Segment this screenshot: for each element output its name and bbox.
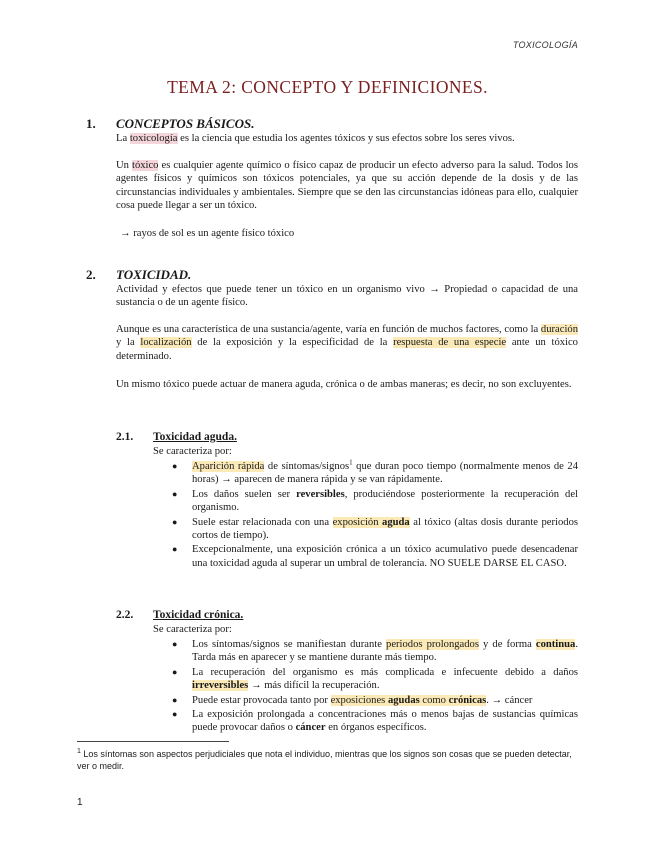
text-run: Suele estar relacionada con una	[192, 516, 333, 528]
list-item	[170, 708, 578, 735]
bold-reversibles: reversibles	[296, 488, 345, 500]
section-1-paragraph-2	[116, 159, 578, 213]
footnote-divider	[77, 741, 229, 742]
text-run: → más difícil la recuperación.	[248, 680, 380, 692]
subsection-2-1-intro: Se caracteriza por:	[153, 446, 232, 457]
footnote-mark: 1	[77, 748, 81, 755]
subsection-2-1-title: Toxicidad aguda.	[153, 431, 237, 443]
text-run: en órganos específicos.	[325, 722, 427, 734]
highlight-exposicion-aguda	[333, 517, 410, 528]
text-run: y de forma	[478, 639, 536, 650]
text-run: . → cáncer	[486, 694, 533, 706]
bold-agudas: agudas	[387, 694, 420, 706]
section-2-title: TOXICIDAD.	[116, 267, 192, 282]
subsection-2-2-number: 2.2.	[116, 609, 134, 621]
text-run: y la	[116, 337, 141, 349]
list-item	[170, 638, 578, 665]
footnote-text: Los síntomas son aspectos perjudiciales que nota el individuo, mientras que los signos son cosas que se pueden detectar, ver o medir.	[77, 749, 572, 771]
highlight-localizacion: localización	[140, 337, 192, 349]
list-item	[170, 460, 578, 487]
text-run: Los daños suelen ser	[192, 488, 297, 500]
document-title: TEMA 2: CONCEPTO Y DEFINICIONES.	[167, 77, 488, 97]
highlight-como: como	[419, 694, 449, 706]
bold-cronicas: crónicas	[448, 694, 487, 706]
bold-irreversibles: irreversibles	[192, 680, 249, 692]
section-2-paragraph-2	[116, 323, 578, 363]
bold-aguda: aguda	[382, 516, 410, 528]
text-run: es la ciencia que estudia los agentes tóxicos y sus efectos sobre los seres vivos.	[177, 133, 515, 144]
section-1-number: 1.	[86, 116, 96, 131]
text-run: Puede estar provocada tanto por	[192, 694, 331, 706]
text-run: ante un tóxico determinado.	[116, 337, 578, 362]
subsection-2-2-intro: Se caracteriza por:	[153, 624, 232, 635]
section-2-paragraph-3: Un mismo tóxico puede actuar de manera aguda, crónica o de ambas maneras; es decir, no son excluyentes.	[116, 379, 572, 390]
list-item	[170, 516, 578, 543]
text-run: es cualquier agente químico o físico capaz de producir un efecto adverso para la salud. Todos los agentes físicos y químicos son tóxicos potenciales, ya que su acción depende de la dosis y de las circunstancias individuales y ambientales. Siempre que se den las circunstancias idóneas para ello, cualquier cosa puede llegar a ser un tóxico.	[116, 160, 578, 212]
subsection-2-1-number: 2.1.	[116, 431, 134, 443]
section-1-paragraph-1	[116, 132, 578, 145]
section-2-number: 2.	[86, 267, 96, 282]
list-item	[170, 694, 578, 707]
text-run: exposiciones	[330, 694, 388, 706]
text-run: al tóxico (altas dosis durante periodos cortos de tiempo).	[192, 516, 578, 542]
subsection-2-2-title: Toxicidad crónica.	[153, 609, 244, 621]
page-number: 1	[77, 797, 83, 808]
highlight-respuesta: respuesta de una especie	[393, 337, 507, 349]
acute-toxicity-list	[170, 460, 578, 571]
text-run: de síntomas/signos	[264, 461, 350, 472]
highlight-exposiciones-agudas	[331, 695, 420, 706]
text-run: Los síntomas/signos se manifiestan durante	[192, 639, 387, 650]
chronic-toxicity-list	[170, 638, 578, 736]
text-run: La recuperación del organismo es más complicada e infecuente debido a daños	[192, 666, 578, 678]
highlight-aparicion-rapida: Aparición rápida	[192, 461, 265, 472]
bold-continua: continua	[535, 639, 576, 650]
running-header: TOXICOLOGÍA	[512, 40, 578, 50]
section-2-paragraph-1: Actividad y efectos que puede tener un tóxico en un organismo vivo → Propiedad o capacidad de una sustancia o de un agente físico.	[116, 284, 578, 309]
text-run: exposición	[332, 516, 379, 528]
text-run: . Tarda más en aparecer y se mantiene durante más tiempo.	[192, 639, 578, 664]
highlight-toxico: tóxico	[132, 160, 159, 171]
section-1-title: CONCEPTOS BÁSICOS.	[116, 116, 255, 131]
list-item	[170, 666, 578, 693]
highlight-duracion: duración	[540, 324, 578, 335]
text-run: de la exposición y la especificidad de la	[191, 337, 394, 349]
highlight-periodos-prolongados: periodos prolongados	[386, 639, 479, 650]
text-run: Aunque es una característica de una sustancia/agente, varía en función de muchos factores, como la	[116, 324, 541, 335]
footnote	[77, 748, 577, 772]
section-1-paragraph-3: → rayos de sol es un agente físico tóxico	[120, 228, 295, 239]
text-run: La	[116, 133, 130, 144]
bold-cancer: cáncer	[295, 722, 326, 734]
text-run: , produciéndose posteriormente la recuperación del organismo.	[192, 488, 578, 514]
list-item	[170, 488, 578, 515]
text-run: que duran poco tiempo (normalmente menos de 24 horas) → aparecen de manera rápida y se van rápidamente.	[192, 461, 578, 486]
footnote-ref[interactable]: 1	[349, 458, 353, 467]
text-run: La exposición prolongada a concentraciones más o menos bajas de sustancias químicas puede provocar daños o	[192, 709, 578, 734]
list-item: ● Excepcionalmente, una exposición crónica a un tóxico acumulativo puede desencadenar una toxicidad aguda al superar un umbral de tolerancia. NO SUELE DARSE EL CASO.	[170, 543, 578, 570]
text-run: Un	[116, 160, 132, 171]
highlight-toxicologia: toxicología	[129, 133, 178, 144]
